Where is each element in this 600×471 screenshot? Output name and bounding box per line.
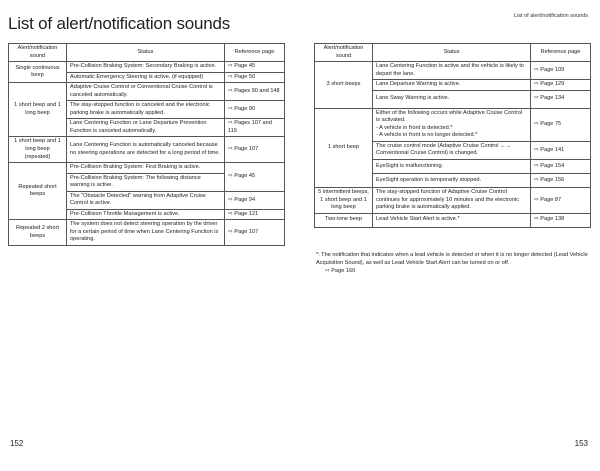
running-header: List of alert/notification sounds bbox=[514, 13, 588, 19]
footnote-text: *: The notification that indicates when a lead vehicle is detected or when it is no longer detected (Lead Vehicle Acquisition Sound), as well as Lead Vehicle Start Alert can be turned on or off. bbox=[316, 252, 588, 266]
status-cell: Pre-Collision Braking System: First Braking is active. bbox=[67, 163, 225, 174]
status-cell: Lane Sway Warning is active. bbox=[373, 90, 531, 108]
table-row bbox=[9, 83, 285, 101]
reference-link[interactable]: ⇨ Page 94 bbox=[225, 191, 285, 209]
footnote-reference-link[interactable]: ⇨ Page 160 bbox=[325, 267, 356, 274]
page-number-left: 152 bbox=[10, 439, 24, 448]
sound-cell: 3 short beeps bbox=[315, 62, 373, 109]
status-cell: Pre-Collision Braking System: The following distance warning is active. bbox=[67, 173, 225, 191]
status-cell: The "Obstacle Detected" warning from Adaptive Cruise Control is active. bbox=[67, 191, 225, 209]
reference-link[interactable]: ⇨ Page 129 bbox=[531, 80, 591, 91]
reference-link[interactable]: ⇨ Page 141 bbox=[531, 141, 591, 159]
reference-link[interactable]: ⇨ Page 87 bbox=[531, 188, 591, 214]
status-cell: Automatic Emergency Steering is active. (if equipped) bbox=[67, 72, 225, 83]
reference-link[interactable]: ⇨ Pages 90 and 148 bbox=[225, 83, 285, 101]
sound-cell: 1 short beep and 1 long beep (repeated) bbox=[9, 137, 67, 163]
status-cell: Pre-Collision Throttle Management is active. bbox=[67, 209, 225, 220]
sound-cell: Repeated short beeps bbox=[9, 163, 67, 220]
reference-link[interactable]: ⇨ Page 154 bbox=[531, 160, 591, 174]
page-title: List of alert/notification sounds bbox=[8, 14, 231, 33]
reference-link[interactable]: ⇨ Page 138 bbox=[531, 213, 591, 227]
status-cell: Adaptive Cruise Control or Conventional Cruise Control is canceled automatically. bbox=[67, 83, 225, 101]
sound-cell: 1 short beep bbox=[315, 108, 373, 187]
status-cell: Lane Centering Function or Lane Departure Prevention Function is canceled automatically. bbox=[67, 119, 225, 137]
table-row bbox=[9, 62, 285, 73]
reference-link[interactable]: ⇨ Page 107 bbox=[225, 220, 285, 246]
status-list-item: - A vehicle in front is no longer detected.* bbox=[376, 132, 478, 139]
status-cell: Lane Departure Warning is active. bbox=[373, 80, 531, 91]
status-cell: Lane Centering Function is active and the vehicle is likely to depart the lane. bbox=[373, 62, 531, 80]
footnote bbox=[316, 252, 588, 275]
sound-cell: Single continuous beep bbox=[9, 62, 67, 83]
table-row bbox=[315, 213, 591, 227]
table-row bbox=[315, 62, 591, 80]
column-header: Reference page bbox=[531, 44, 591, 62]
status-cell: The stay-stopped function of Adaptive Cruise Control continues for approximately 10 minutes and the electronic parking brake is automatically applied. bbox=[373, 188, 531, 214]
reference-link[interactable]: ⇨ Page 45 bbox=[225, 163, 285, 192]
reference-link[interactable]: ⇨ Page 45 bbox=[225, 62, 285, 73]
status-cell: Lead Vehicle Start Alert is active.* bbox=[373, 213, 531, 227]
table-row bbox=[9, 220, 285, 246]
status-list-item: - A vehicle in front is detected.* bbox=[376, 124, 453, 131]
page-number-right: 153 bbox=[574, 439, 588, 448]
reference-link[interactable]: ⇨ Page 50 bbox=[225, 72, 285, 83]
column-header: Status bbox=[373, 44, 531, 62]
status-cell bbox=[373, 108, 531, 141]
table-header-row bbox=[9, 44, 285, 62]
status-text: Either of the following occurs while Adaptive Cruise Control is activated. bbox=[376, 109, 523, 124]
status-cell: Pre-Collision Braking System: Secondary Braking is active. bbox=[67, 62, 225, 73]
status-cell: The stay-stopped function is canceled and the electronic parking brake is automatically applied. bbox=[67, 101, 225, 119]
status-cell: Lane Centering Function is automatically canceled because no steering operations are detected for a long period of time. bbox=[67, 137, 225, 163]
alert-sounds-table-left bbox=[8, 43, 285, 246]
column-header: Alert/notification sound bbox=[315, 44, 373, 62]
column-header: Alert/notification sound bbox=[9, 44, 67, 62]
reference-link[interactable]: ⇨ Page 107 bbox=[225, 137, 285, 163]
table-row bbox=[315, 108, 591, 141]
status-cell: The system does not detect steering operation by the driver for a certain period of time when Lane Centering Function is operating. bbox=[67, 220, 225, 246]
column-header: Reference page bbox=[225, 44, 285, 62]
table-row bbox=[9, 163, 285, 174]
alert-sounds-table-right bbox=[314, 43, 591, 228]
reference-link[interactable]: ⇨ Pages 107 and 119 bbox=[225, 119, 285, 137]
sound-cell: 5 intermittent beeps, 1 short beep and 1 long beep bbox=[315, 188, 373, 214]
reference-link[interactable]: ⇨ Page 156 bbox=[531, 174, 591, 188]
status-cell: EyeSight is malfunctioning. bbox=[373, 160, 531, 174]
reference-link[interactable]: ⇨ Page 109 bbox=[531, 62, 591, 80]
reference-link[interactable]: ⇨ Page 75 bbox=[531, 108, 591, 141]
sound-cell: Repeated 2 short beeps bbox=[9, 220, 67, 246]
reference-link[interactable]: ⇨ Page 121 bbox=[225, 209, 285, 220]
reference-link[interactable]: ⇨ Page 90 bbox=[225, 101, 285, 119]
status-cell: EyeSight operation is temporarily stopped. bbox=[373, 174, 531, 188]
sound-cell: Two-tone beep bbox=[315, 213, 373, 227]
reference-link[interactable]: ⇨ Page 134 bbox=[531, 90, 591, 108]
sound-cell: 1 short beep and 1 long beep bbox=[9, 83, 67, 137]
table-row bbox=[315, 188, 591, 214]
status-cell: The cruise control mode (Adaptive Cruise Control ←→ Conventional Cruise Control) is changed. bbox=[373, 141, 531, 159]
table-header-row bbox=[315, 44, 591, 62]
column-header: Status bbox=[67, 44, 225, 62]
table-row bbox=[9, 137, 285, 163]
